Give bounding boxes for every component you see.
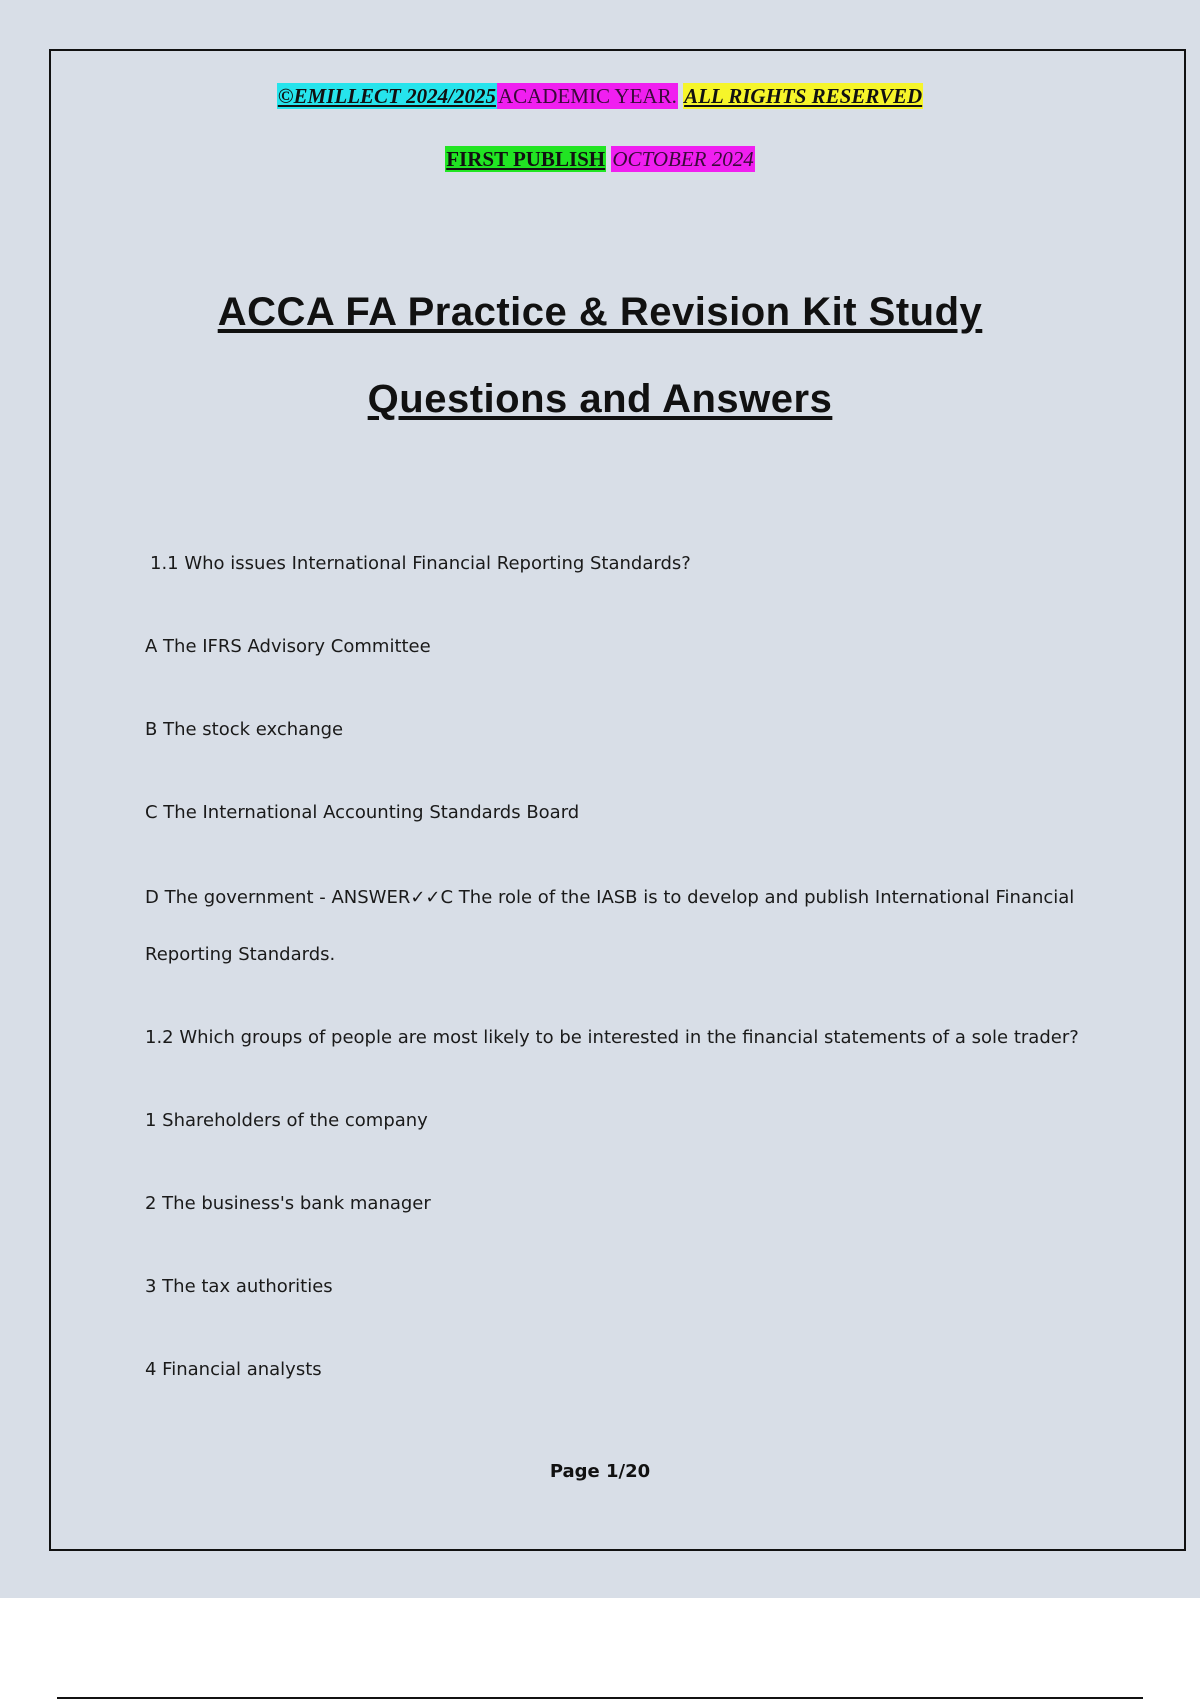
rights-label: ALL RIGHTS RESERVED (684, 84, 923, 108)
question-1-2: 1.2 Which groups of people are most likely to be interested in the financial statements of a sole trader? (145, 1027, 1079, 1048)
answer-option-d: D The government - ANSWER✓✓C The role of the IASB is to develop and publish International Financial (145, 887, 1075, 908)
page-border (49, 49, 1186, 1551)
header-line-2 (0, 147, 1200, 172)
question-1-1: 1.1 Who issues International Financial Reporting Standards? (150, 553, 691, 574)
answer-explanation-continued: Reporting Standards. (145, 944, 336, 965)
document-title-line-1: ACCA FA Practice & Revision Kit Study (217, 290, 983, 334)
answer-option-a: A The IFRS Advisory Committee (145, 636, 431, 657)
header-line-1 (0, 84, 1200, 109)
academic-year-label: ACADEMIC YEAR. (497, 84, 677, 108)
publish-date-label: OCTOBER 2024 (612, 147, 754, 171)
first-publish-label: FIRST PUBLISH (446, 147, 606, 171)
list-item-1: 1 Shareholders of the company (145, 1110, 428, 1131)
answer-option-c: C The International Accounting Standards Board (145, 802, 580, 823)
footer-divider (57, 1697, 1143, 1699)
copyright-label: ©EMILLECT 2024/2025 (277, 84, 496, 108)
page-number: Page 1/20 (549, 1461, 651, 1482)
list-item-3: 3 The tax authorities (145, 1276, 333, 1297)
list-item-4: 4 Financial analysts (145, 1359, 322, 1380)
document-title-line-2: Questions and Answers (367, 377, 833, 421)
answer-option-b: B The stock exchange (145, 719, 344, 740)
list-item-2: 2 The business's bank manager (145, 1193, 431, 1214)
